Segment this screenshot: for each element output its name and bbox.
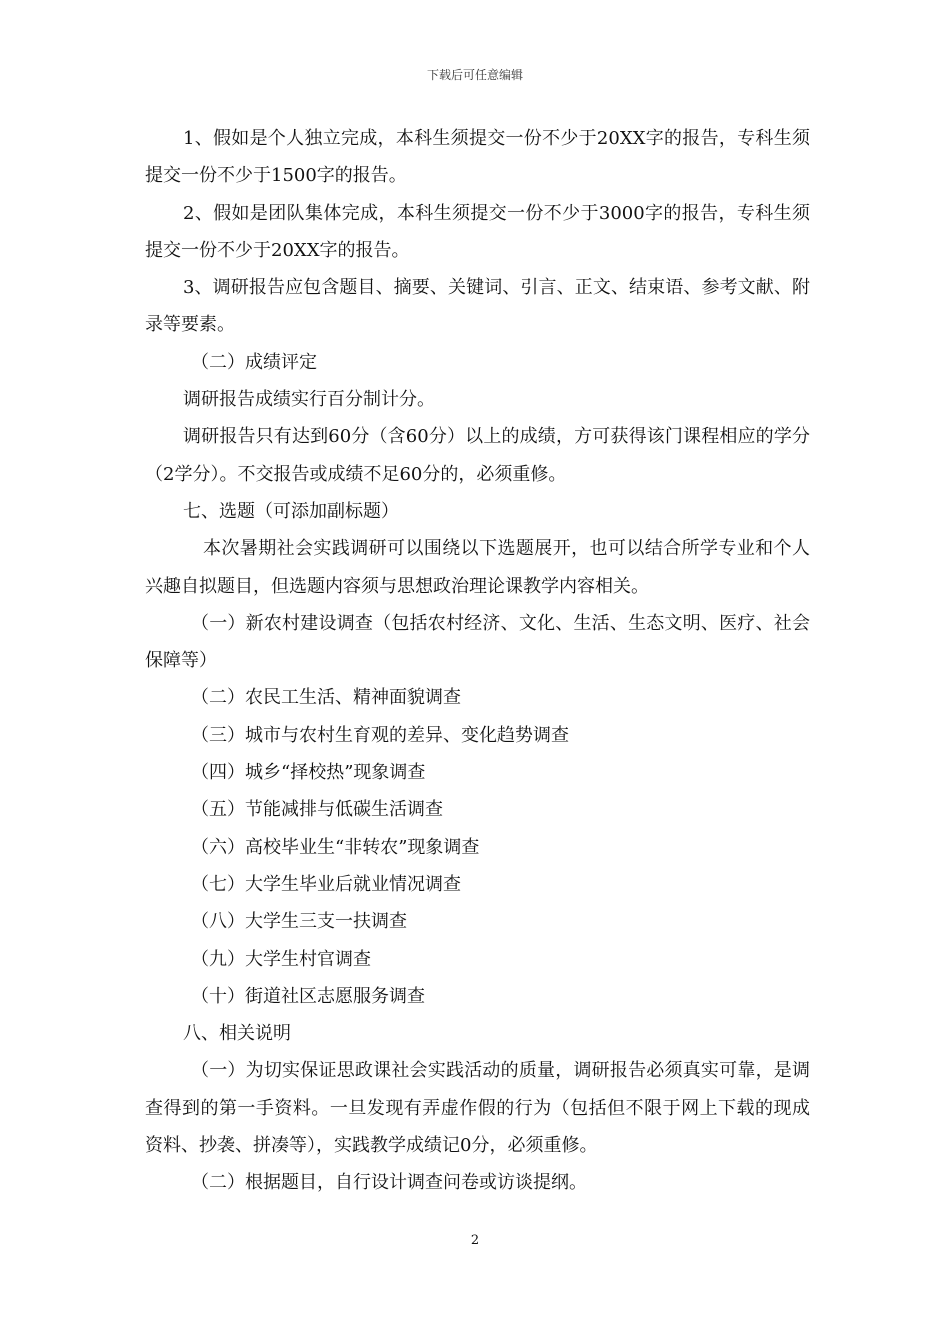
paragraph: 调研报告成绩实行百分制计分。 (183, 389, 435, 411)
paragraph: （二）成绩评定 (191, 351, 317, 373)
page-number: 2 (470, 1233, 480, 1248)
paragraph: 1、假如是个人独立完成，本科生须提交一份不少于20XX字的报告，专科生须提交一份不少于1500字的报告。 (145, 128, 810, 187)
paragraph: 七、选题（可添加副标题） (183, 500, 399, 522)
paragraph: 3、调研报告应包含题目、摘要、关键词、引言、正文、结束语、参考文献、附录等要素。 (145, 277, 810, 336)
paragraph: （九）大学生村官调查 (191, 948, 371, 970)
paragraph: （七）大学生毕业后就业情况调查 (191, 873, 461, 895)
paragraph: （五）节能减排与低碳生活调查 (191, 799, 443, 821)
paragraph: （二）根据题目，自行设计调查问卷或访谈提纲。 (191, 1172, 587, 1194)
paragraph: （一）为切实保证思政课社会实践活动的质量，调研报告必须真实可靠，是调查得到的第一手资料。一旦发现有弄虚作假的行为（包括但不限于网上下载的现成资料、抄袭、拼凑等），实践教学成绩记0分，必须重修。 (145, 1060, 810, 1157)
paragraph: （八）大学生三支一扶调查 (191, 911, 407, 933)
paragraph: 调研报告只有达到60分（含60分）以上的成绩，方可获得该门课程相应的学分（2学分）。不交报告或成绩不足60分的，必须重修。 (145, 426, 810, 485)
paragraph: （四）城乡“择校热”现象调查 (191, 762, 426, 784)
paragraph: （六）高校毕业生“非转农”现象调查 (191, 836, 480, 858)
paragraph: 八、相关说明 (183, 1023, 291, 1045)
paragraph: 2、假如是团队集体完成，本科生须提交一份不少于3000字的报告，专科生须提交一份不少于20XX字的报告。 (145, 202, 810, 261)
paragraph: 本次暑期社会实践调研可以围绕以下选题展开，也可以结合所学专业和个人兴趣自拟题目，但选题内容须与思想政治理论课教学内容相关。 (145, 538, 810, 597)
document-body (145, 120, 810, 1202)
paragraph: （一）新农村建设调查（包括农村经济、文化、生活、生态文明、医疗、社会保障等） (145, 612, 810, 672)
paragraph: （二）农民工生活、精神面貌调查 (191, 687, 461, 709)
paragraph: （三）城市与农村生育观的差异、变化趋势调查 (191, 724, 569, 746)
page-header: 下载后可任意编辑 (426, 68, 523, 82)
paragraph: （十）街道社区志愿服务调查 (191, 985, 425, 1007)
